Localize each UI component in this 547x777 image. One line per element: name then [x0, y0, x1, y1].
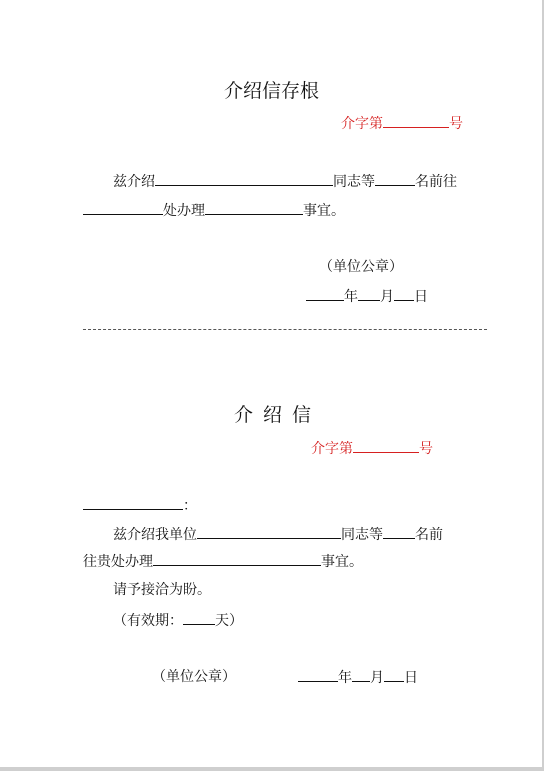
letter-seal: （单位公章）	[152, 669, 236, 685]
letter-matter-blank[interactable]	[153, 551, 321, 566]
letter-year-label: 年	[338, 670, 352, 686]
stub-number-suffix: 号	[449, 116, 463, 132]
stub-line2-mid: 处办理	[163, 203, 205, 219]
letter-validity	[113, 610, 243, 631]
letter-addressee-blank[interactable]	[83, 495, 183, 510]
stub-month-label: 月	[380, 289, 394, 305]
letter-request: 请予接洽为盼。	[113, 582, 211, 598]
stub-number-prefix: 介字第	[341, 116, 383, 132]
letter-line1-start: 兹介绍我单位	[113, 527, 197, 543]
letter-line1-mid: 同志等	[341, 527, 383, 543]
letter-line-1	[113, 524, 443, 545]
letter-addressee-colon: ：	[183, 498, 197, 514]
stub-title: 介绍信存根	[224, 80, 320, 102]
letter-number-line	[311, 438, 433, 459]
letter-day-label: 日	[404, 670, 418, 686]
letter-number-prefix: 介字第	[311, 441, 353, 457]
stub-year-blank[interactable]	[306, 286, 344, 301]
letter-number-suffix: 号	[419, 441, 433, 457]
stub-line1-mid: 同志等	[333, 174, 375, 190]
stub-line2-end: 事宜。	[303, 203, 345, 219]
letter-count-blank[interactable]	[383, 524, 415, 539]
cut-line	[83, 329, 487, 330]
letter-validity-start: （有效期：	[113, 613, 183, 629]
stub-matter-blank[interactable]	[205, 200, 303, 215]
letter-number-blank[interactable]	[353, 438, 419, 453]
letter-line1-end: 名前	[415, 527, 443, 543]
stub-day-label: 日	[414, 289, 428, 305]
stub-seal: （单位公章）	[319, 259, 403, 275]
letter-day-blank[interactable]	[384, 667, 404, 682]
stub-day-blank[interactable]	[394, 286, 414, 301]
stub-count-blank[interactable]	[375, 171, 415, 186]
letter-validity-end: 天）	[215, 613, 243, 629]
stub-number-line	[341, 113, 463, 134]
stub-date	[306, 286, 428, 307]
letter-year-blank[interactable]	[298, 667, 338, 682]
stub-year-label: 年	[344, 289, 358, 305]
letter-addressee	[83, 495, 197, 516]
stub-line1-end: 名前往	[415, 174, 457, 190]
letter-month-blank[interactable]	[352, 667, 370, 682]
letter-title: 介绍信	[234, 404, 322, 426]
letter-line2-start: 往贵处办理	[83, 554, 153, 570]
stub-month-blank[interactable]	[358, 286, 380, 301]
stub-number-blank[interactable]	[383, 113, 449, 128]
letter-name-blank[interactable]	[197, 524, 341, 539]
letter-month-label: 月	[370, 670, 384, 686]
letter-validity-days-blank[interactable]	[183, 610, 215, 625]
letter-line-2	[83, 551, 363, 572]
stub-place-blank[interactable]	[83, 200, 163, 215]
stub-line-2	[83, 200, 345, 221]
letter-date	[298, 667, 418, 688]
stub-line-1	[113, 171, 457, 192]
stub-line1-start: 兹介绍	[113, 174, 155, 190]
letter-line2-end: 事宜。	[321, 554, 363, 570]
stub-destination-blank[interactable]	[155, 171, 333, 186]
